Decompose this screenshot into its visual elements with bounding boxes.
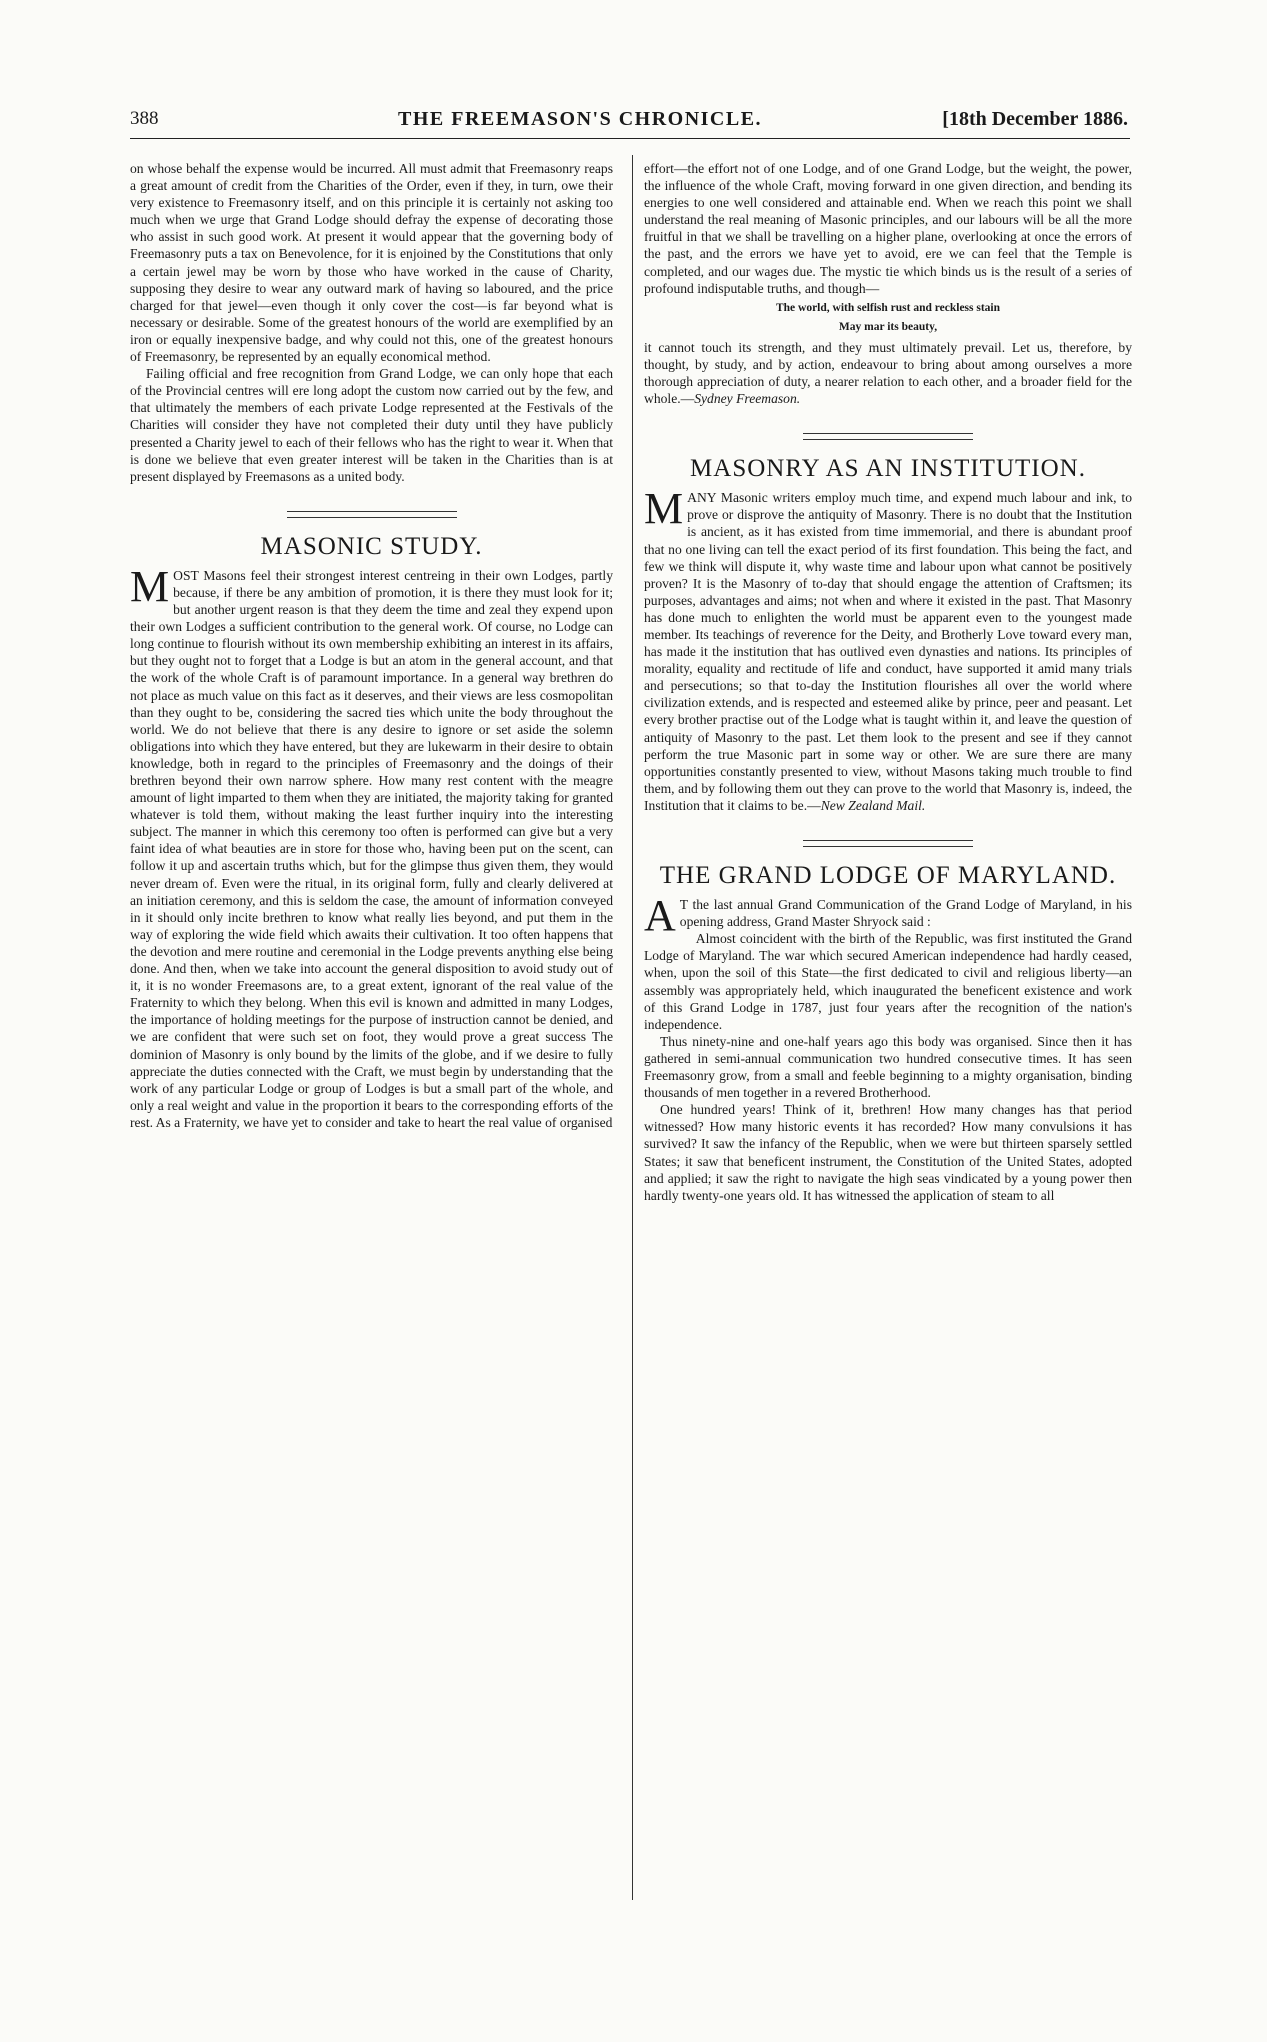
section-separator: [287, 511, 457, 518]
paragraph: it cannot touch its strength, and they must ultimately prevail. Let us, therefore, by thought, by study, and by action, endeavour to bring about among ourselves a more thorough appreciation of duty, a nearer relation to each other, and a broader field for the whole.—Sydney Freemason.: [644, 339, 1132, 407]
paragraph: Almost coincident with the birth of the Republic, was first instituted the Grand Lodge of Maryland. The war which secured American independence had hardly ceased, when, upon the soil of this State—the first dedicated to civil and religious liberty—an assembly was appropriately held, which inaugurated the beneficent existence and work of this Grand Lodge in 1787, just four years after the recognition of the nation's independence.: [644, 931, 1132, 1032]
left-column: [130, 160, 613, 1131]
right-column: [644, 160, 1132, 1204]
masthead: [130, 108, 1130, 139]
issue-date: [18th December 1886.: [942, 108, 1128, 130]
paragraph: A T the last annual Grand Communication of the Grand Lodge of Maryland, in his opening address, Grand Master Shryock said :: [644, 891, 1132, 941]
paragraph: One hundred years! Think of it, brethren! How many changes has that period witnessed? How many historic events it has recorded? How many convulsions it has survived? It saw the infancy of the Republic, when we were but thirteen sparsely settled States; it saw that beneficent instrument, the Constitution of the United States, adopted and applied; it saw the right to navigate the high seas vindicated by a young power then hardly twenty-one years old. It has witnessed the application of steam to all: [644, 1102, 1132, 1203]
paragraph: MOST Masons feel their strongest interest centreing in their own Lodges, partly because, if there be any ambition of promotion, it is there they must look for it; but another urgent reason is that they deem the time and zeal they expend upon their own Lodges a sufficient contribution to the general work. Of course, no Lodge can long continue to flourish without its own membership exhibiting an interest in its affairs, but they ought not to forget that a Lodge is but an atom in the general account, and that the work of the whole Craft is of paramount importance. In a general way brethren do not place as much value on this fact as it deserves, and their views are less cosmopolitan than they ought to be, considering the sacred ties which unite the body throughout the world. We do not believe that there is any desire to ignore or set aside the solemn obligations into which they have entered, but they are lukewarm in their desire to obtain knowledge, both in regard to the principles of Freemasonry and the doings of their brethren beyond their own narrow sphere. How many rest content with the meagre amount of light imparted to them when they are initiated, the majority taking for granted whatever is told them, without making the least further inquiry into the interesting subject. The manner in which this ceremony too often is performed can give but a very faint idea of what beauties are in store for those who, having been put on the scent, can follow it up and ascertain truths which, but for the glimpse thus given them, they would never dream of. Even were the ritual, in its original form, fully and clearly delivered at an initiation ceremony, and this is seldom the case, the amount of information conveyed in it should only incite brethren to know what really lies beyond, and put them in the way of exploring the wide field which awaits their cultivation. It too often happens that the devotion and mere routine and ceremonial in the Lodge prevents anything else being done. And then, when we take into account the general disposition to avoid study out of it, it is no wonder Freemasons are, to a great extent, ignorant of the real value of the Fraternity to which they belong. When this evil is known and admitted in many Lodges, the importance of holding meetings for the purpose of instruction cannot be denied, and we are confident that were such set on foot, they would prove a great success The dominion of Masonry is only bound by the limits of the globe, and if we desire to fully appreciate the duties connected with the Craft, we must begin by understanding that the work of any particular Lodge or group of Lodges is but a small part of the whole, and only a real weight and value in the proportion it bears to the corresponding efforts of the rest. As a Fraternity, we have yet to consider and take to heart the real value of organised: [130, 561, 613, 1130]
verse-line: The world, with selfish rust and reckless stain: [775, 301, 1001, 314]
source-attribution: New Zealand Mail.: [820, 797, 926, 813]
paragraph: MANY Masonic writers employ much time, and expend much labour and ink, to prove or disprove the antiquity of Masonry. There is no doubt that the Institution is ancient, as it has existed from time immemorial, and there is abundant proof that no one living can tell the exact period of its first foundation. This being the fact, and few we think will dispute it, why waste time and labour upon what cannot be positively proven? It is the Masonry of to-day that should engage the attention of Craftsmen; its purposes, advantages and aims; not when and where it existed in the past. That Masonry has done much to enlighten the world must be apparent even to the youngest made member. Its teachings of reverence for the Deity, and Brotherly Love toward every man, has made it the institution that has outlived even dynasties and nations. Its principles of morality, equality and rectitude of life and conduct, have supported it amid many trials and persecutions; so that to-day the Institution flourishes all over the world where civilization extends, and is respected and esteemed alike by prince, peer and peasant. Let every brother practise out of the Lodge what is taught within it, and leave the question of antiquity of Masonry to the past. Let them look to the present and see if they cannot perform the true Masonic part in some way or other. We are sure there are many opportunities constantly presented to view, without Masons taking much trouble to find them, and by following them out they can prove to the world that Masonry is, indeed, the Institution that it claims to be.—New Zealand Mail.: [644, 484, 1132, 813]
paragraph: Thus ninety-nine and one-half years ago this body was organised. Since then it has gathered in semi-annual communication two hundred consecutive times. It has seen Freemasonry grow, from a small and feeble beginning to a mighty organisation, binding thousands of men together in a revered Brotherhood.: [644, 1033, 1132, 1101]
verse-line: May mar its beauty,: [838, 320, 938, 333]
heading-masonic-study: MASONIC STUDY.: [260, 532, 483, 560]
paragraph: Failing official and free recognition from Grand Lodge, we can only hope that each of the Provincial centres will ere long adopt the custom now carried out by the few, and that ultimately the members of each private Lodge represented at the Festivals of the Charities will consider they have not completed their duty until they have publicly presented a Charity jewel to each of their fellows who has the right to wear it. When that is done we believe that even greater interest will be taken in the Charities than is at present displayed by Freemasons as a united body.: [130, 366, 613, 484]
heading-masonry-institution: MASONRY AS AN INSTITUTION.: [690, 455, 1086, 483]
drop-cap: M: [130, 561, 170, 611]
paragraph: on whose behalf the expense would be incurred. All must admit that Freemasonry reaps a great amount of credit from the Charities of the Order, even if they, in turn, owe their very existence to Freemasonry itself, and on this principle it is certainly not asking too much when we urge that Grand Lodge should defray the expense of decorating those who assist in such good work. At present it would appear that the governing body of Freemasonry puts a tax on Benevolence, for it is enjoined by the Constitutions that only a certain jewel may be worn by those who have worked in the cause of Charity, supposing they desire to wear any outward mark of having so laboured, and the price charged for that jewel—even though it only cover the cost—is far beyond what is necessary or desirable. Some of the greatest honours of the world are exemplified by an iron or equally inexpensive badge, and why could not this, one of the greatest honours of Freemasonry, be represented by an equally economical method.: [130, 161, 613, 365]
drop-cap: M: [644, 484, 684, 534]
paragraph: effort—the effort not of one Lodge, and of one Grand Lodge, but the weight, the power, the influence of the whole Craft, moving forward in one given direction, and bending its energies to one well considered and attainable end. When we reach this point we shall understand the real meaning of Masonic principles, and our labours will be all the more fruitful in that we shall be travelling on a higher plane, overlooking at once the errors of the past, and the errors we have yet to avoid, ere we can feel that the Temple is completed, and our wages due. The mystic tie which binds us is the result of a series of profound indisputable truths, and though—: [644, 161, 1132, 296]
source-attribution: Sydney Freemason.: [694, 391, 801, 407]
publication-title: THE FREEMASON'S CHRONICLE.: [398, 108, 763, 130]
heading-grand-lodge-maryland: THE GRAND LODGE OF MARYLAND.: [659, 862, 1117, 889]
section-separator: [803, 433, 973, 440]
section-separator: [803, 840, 973, 847]
column-divider: [632, 155, 633, 1900]
drop-cap: A: [644, 891, 676, 941]
page-number: 388: [130, 108, 159, 129]
